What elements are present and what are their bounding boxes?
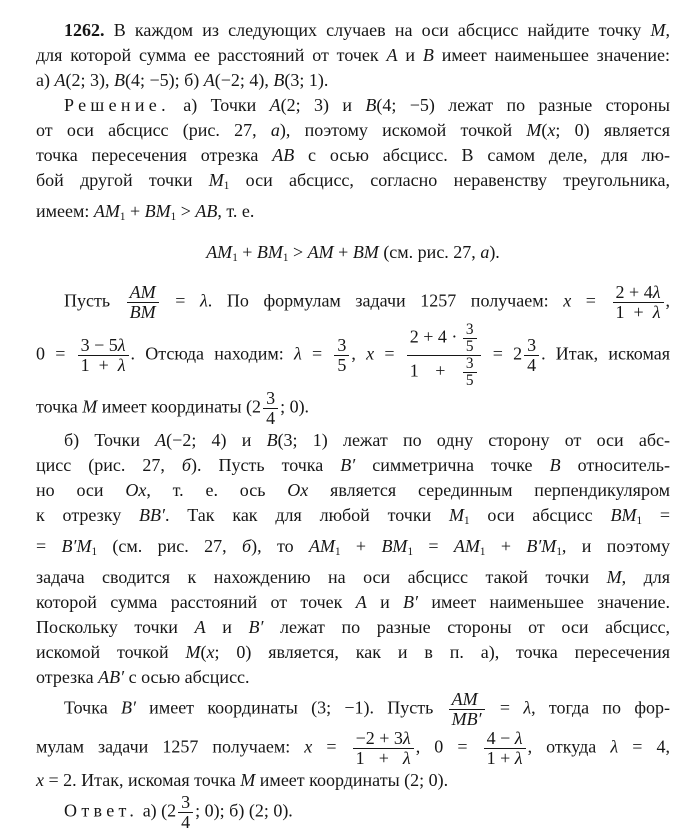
solution-a-line: [36, 389, 670, 428]
text-run: M: [240, 769, 256, 790]
text-run: (3; 1).: [284, 70, 329, 90]
text-run: BM: [381, 536, 408, 557]
text-run: BB′: [139, 505, 165, 526]
text-run: A: [269, 95, 281, 115]
text-run: Ox: [125, 480, 147, 501]
text-run: а) Точки: [169, 95, 270, 115]
text-run: Пусть: [64, 290, 125, 311]
text-run: и: [205, 617, 249, 638]
text-run: , т. е.: [217, 201, 255, 222]
text-run: лежат по разные стороны от оси абсцисс,: [263, 617, 671, 638]
text-run: 5: [465, 338, 474, 356]
text-run: , и поэтому: [561, 536, 671, 557]
text-run: λ: [514, 747, 523, 768]
text-run: . Отсюда находим:: [130, 343, 295, 364]
text-run: является серединным перпендикуляром: [308, 480, 670, 501]
text-run: (см. рис. 27,: [378, 242, 481, 263]
text-run: ), поэтому искомой точкой: [279, 120, 527, 140]
fraction: [463, 322, 477, 355]
text-run: = 2: [482, 343, 523, 364]
fraction: [334, 336, 349, 375]
text-run: M: [208, 170, 224, 190]
solution-b-line: [36, 534, 670, 565]
text-run: (2: [161, 800, 177, 821]
text-run: мулам задачи 1257 получаем:: [36, 736, 305, 757]
text-run: к отрезку: [36, 505, 140, 526]
problem-statement-line: [36, 43, 670, 68]
text-run: +: [340, 536, 382, 557]
text-run: ,: [351, 343, 367, 364]
fraction: [484, 729, 526, 768]
text-run: 3 − 5: [80, 335, 118, 356]
text-run: (см. рис. 27,: [97, 536, 243, 557]
fraction: [127, 283, 159, 322]
text-run: 1: [232, 252, 238, 265]
solution-b-line: [36, 565, 670, 590]
text-run: x: [366, 343, 375, 364]
text-run: оси абсцисс: [469, 505, 611, 526]
text-run: 4: [181, 811, 191, 832]
text-run: x: [563, 290, 572, 311]
solution-b-line: [36, 453, 670, 478]
text-run: M: [449, 505, 465, 526]
text-run: 1 +: [409, 360, 462, 381]
solution-a-line: [36, 322, 670, 389]
text-run: а: [270, 120, 280, 140]
text-run: , откуда: [527, 736, 611, 757]
text-run: (4; −5); б): [124, 70, 204, 90]
text-run: A: [194, 617, 206, 638]
text-run: ,: [665, 20, 670, 40]
text-run: x: [36, 769, 44, 790]
fraction: [407, 322, 481, 389]
text-run: A: [386, 45, 398, 65]
text-run: AB′: [98, 667, 125, 688]
text-run: 1: [223, 180, 230, 193]
text-run: BM: [610, 505, 637, 526]
text-run: x: [304, 736, 313, 757]
text-run: но оси: [36, 480, 126, 501]
solution-a-line: [36, 93, 670, 118]
text-run: B′M: [526, 536, 557, 557]
text-run: M: [526, 120, 542, 140]
text-run: имеем:: [36, 201, 94, 222]
text-run: 3: [465, 321, 474, 339]
text-run: MB′: [451, 709, 482, 730]
text-run: 1: [407, 546, 414, 559]
text-run: 0 =: [36, 343, 76, 364]
text-run: Решение.: [64, 95, 170, 115]
text-run: отрезка: [36, 667, 99, 688]
text-run: Ответ.: [64, 800, 139, 821]
text-run: которой сумма расстояний от точек: [36, 592, 356, 613]
text-run: A: [54, 70, 66, 90]
text-run: , для: [621, 567, 671, 588]
text-run: M: [82, 396, 98, 417]
text-run: λ: [117, 335, 126, 356]
text-run: λ: [652, 302, 661, 323]
text-run: с осью абсцисс.: [124, 667, 250, 688]
text-run: A: [203, 70, 215, 90]
text-run: имеет координаты (3; −1). Пусть: [135, 697, 447, 718]
text-run: BM: [144, 201, 171, 222]
text-run: относитель-: [560, 455, 670, 476]
text-run: M: [650, 20, 666, 40]
text-run: Точка: [64, 697, 121, 718]
fraction: [449, 690, 485, 729]
solution-a-line: [36, 199, 670, 230]
text-run: (2; 3) и: [280, 95, 366, 115]
solution-text: [36, 18, 670, 832]
solution-b-line: [36, 428, 670, 453]
text-run: . Так как для любой точки: [164, 505, 450, 526]
fraction: [353, 729, 414, 768]
text-run: B: [365, 95, 377, 115]
text-run: B: [422, 45, 434, 65]
text-run: имеет наименьшее значение.: [417, 592, 670, 613]
text-run: x: [206, 642, 215, 663]
text-run: B: [549, 455, 561, 476]
text-run: =: [413, 536, 454, 557]
text-run: B′: [248, 617, 264, 638]
text-run: 1: [170, 211, 177, 224]
text-run: 1: [556, 546, 562, 559]
text-run: +: [485, 536, 527, 557]
fraction: [263, 389, 278, 428]
text-run: B: [273, 70, 285, 90]
text-run: λ: [294, 343, 302, 364]
text-run: ; 0); б) (2; 0).: [195, 800, 293, 821]
text-run: 3: [337, 335, 347, 356]
solution-a-line: [36, 143, 670, 168]
text-run: (2; 3),: [65, 70, 114, 90]
fraction: [463, 356, 477, 389]
solution-b-line: [36, 665, 670, 690]
text-run: для которой сумма ее расстояний от точек: [36, 45, 387, 65]
text-run: =: [571, 290, 611, 311]
text-run: =: [301, 343, 333, 364]
text-run: =: [36, 536, 62, 557]
text-run: оси абсцисс, согласно неравенству треугольника,: [229, 170, 670, 190]
text-run: =: [374, 343, 405, 364]
text-run: б) Точки: [64, 430, 156, 451]
text-run: B′: [340, 455, 356, 476]
text-run: симметрична точке: [355, 455, 550, 476]
problem-statement-line: [36, 18, 670, 43]
text-run: 1 +: [80, 355, 118, 376]
solution-b-line: [36, 729, 670, 768]
text-run: Ox: [287, 480, 309, 501]
text-run: (−2; 4) и: [166, 430, 267, 451]
text-run: ; 0) является: [555, 120, 670, 140]
text-run: BM: [129, 302, 156, 323]
text-run: 3: [527, 335, 537, 356]
text-run: >: [288, 242, 308, 263]
text-run: от оси абсцисс (рис. 27,: [36, 120, 271, 140]
text-run: AM: [453, 536, 480, 557]
text-run: = 4,: [618, 736, 670, 757]
text-run: M: [185, 642, 201, 663]
text-run: цисс (рис. 27,: [36, 455, 182, 476]
text-run: 4 −: [486, 728, 515, 749]
text-run: AM: [129, 282, 156, 303]
text-run: 5: [337, 355, 347, 376]
text-run: AM: [451, 689, 478, 710]
text-run: M: [606, 567, 622, 588]
text-run: и: [397, 45, 423, 65]
text-run: а: [480, 242, 490, 263]
text-run: Поскольку точки: [36, 617, 195, 638]
text-run: имеет наименьшее значение:: [433, 45, 670, 65]
text-run: точка пересечения отрезка: [36, 145, 273, 165]
text-run: а): [138, 800, 162, 821]
text-run: λ: [200, 290, 208, 311]
text-run: BM: [352, 242, 379, 263]
text-run: B′: [403, 592, 418, 613]
text-run: λ: [610, 736, 619, 757]
solution-a-line: [36, 168, 670, 199]
text-run: λ: [117, 355, 126, 376]
text-run: =: [312, 736, 351, 757]
text-run: B: [266, 430, 278, 451]
solution-a-line: [36, 283, 670, 322]
text-run: В каждом из следующих случаев на оси абсцисс найдите точку: [104, 20, 651, 40]
text-run: имеет координаты (2; 0).: [255, 769, 449, 790]
text-run: б: [181, 455, 191, 476]
text-run: (: [541, 120, 548, 140]
solution-b-line: [36, 478, 670, 503]
text-run: A: [355, 592, 367, 613]
text-run: 2 + 4 ·: [409, 326, 462, 347]
text-run: AM: [206, 242, 233, 263]
text-run: λ: [523, 697, 532, 718]
text-run: имеет координаты (2: [97, 396, 262, 417]
text-run: B′M: [61, 536, 92, 557]
text-run: , тогда по фор-: [531, 697, 670, 718]
text-run: = 2. Итак, искомая точка: [44, 769, 241, 790]
text-run: 4: [527, 355, 537, 376]
text-run: =: [486, 697, 524, 718]
text-run: ). Пусть точка: [190, 455, 341, 476]
text-run: а): [36, 70, 55, 90]
text-run: ; 0) является, как и в п. а), точка пересечения: [214, 642, 670, 663]
text-run: AB: [195, 201, 218, 222]
text-run: +: [237, 242, 257, 263]
solution-b-line: [36, 503, 670, 534]
text-run: λ: [514, 728, 523, 749]
text-run: 2 + 4: [615, 282, 653, 303]
text-run: ,: [665, 290, 670, 311]
text-run: б: [242, 536, 252, 557]
text-run: бой другой точки: [36, 170, 209, 190]
text-run: A: [155, 430, 167, 451]
text-run: . По формулам задачи 1257 получаем:: [207, 290, 564, 311]
text-run: =: [160, 290, 200, 311]
text-run: задача сводится к нахождению на оси абсцисс такой точки: [36, 567, 607, 588]
text-run: 3: [465, 355, 474, 373]
text-run: ; 0).: [280, 396, 310, 417]
text-run: x: [547, 120, 556, 140]
text-run: 1: [334, 546, 341, 559]
fraction: [78, 336, 129, 375]
text-run: −2 + 3: [355, 728, 403, 749]
text-run: >: [176, 201, 196, 222]
text-run: BM: [256, 242, 283, 263]
text-run: λ: [402, 747, 411, 768]
text-run: , т. е. ось: [146, 480, 288, 501]
text-run: 1: [464, 515, 470, 528]
text-run: =: [642, 505, 671, 526]
text-run: AB: [272, 145, 295, 165]
fraction: [178, 793, 193, 832]
text-run: (4; −5) лежат по разные стороны: [376, 95, 671, 115]
text-run: 1262.: [64, 20, 105, 40]
text-run: 5: [465, 372, 474, 390]
text-run: (3; 1) лежат по одну сторону от оси абс-: [277, 430, 670, 451]
text-run: 4: [266, 408, 276, 429]
text-run: , 0 =: [415, 736, 482, 757]
text-run: AM: [308, 536, 335, 557]
text-run: и: [366, 592, 404, 613]
text-run: 1: [282, 252, 289, 265]
fraction: [613, 283, 664, 322]
text-run: (−2; 4),: [214, 70, 274, 90]
text-run: AM: [93, 201, 120, 222]
text-run: 1: [119, 211, 126, 224]
text-run: +: [333, 242, 353, 263]
text-run: +: [125, 201, 145, 222]
solution-b-line: [36, 590, 670, 615]
solution-b-line: [36, 640, 670, 665]
text-run: 3: [266, 388, 276, 409]
text-run: точка: [36, 396, 83, 417]
solution-b-line: [36, 615, 670, 640]
text-run: 1 +: [615, 302, 653, 323]
text-run: ).: [489, 242, 500, 263]
text-run: B′: [120, 697, 136, 718]
text-run: λ: [402, 728, 411, 749]
solution-a-line: [36, 118, 670, 143]
solution-b-line: [36, 768, 670, 793]
text-run: 1: [479, 546, 486, 559]
answer-line: [36, 793, 670, 832]
text-run: λ: [652, 282, 661, 303]
text-run: 1: [636, 515, 643, 528]
text-run: . Итак, искомая: [541, 343, 670, 364]
text-run: B: [113, 70, 125, 90]
text-run: (: [200, 642, 207, 663]
displayed-inequality: [36, 240, 670, 271]
fraction: [524, 336, 539, 375]
text-run: 3: [181, 791, 191, 812]
solution-b-line: [36, 690, 670, 729]
text-run: 1: [91, 546, 98, 559]
text-run: искомой точкой: [36, 642, 186, 663]
text-run: с осью абсцисс. В самом деле, для лю-: [294, 145, 670, 165]
problem-statement-line: [36, 68, 670, 93]
text-run: 1 +: [355, 747, 403, 768]
text-run: AM: [307, 242, 334, 263]
text-run: ), то: [251, 536, 309, 557]
text-run: 1 +: [486, 747, 515, 768]
